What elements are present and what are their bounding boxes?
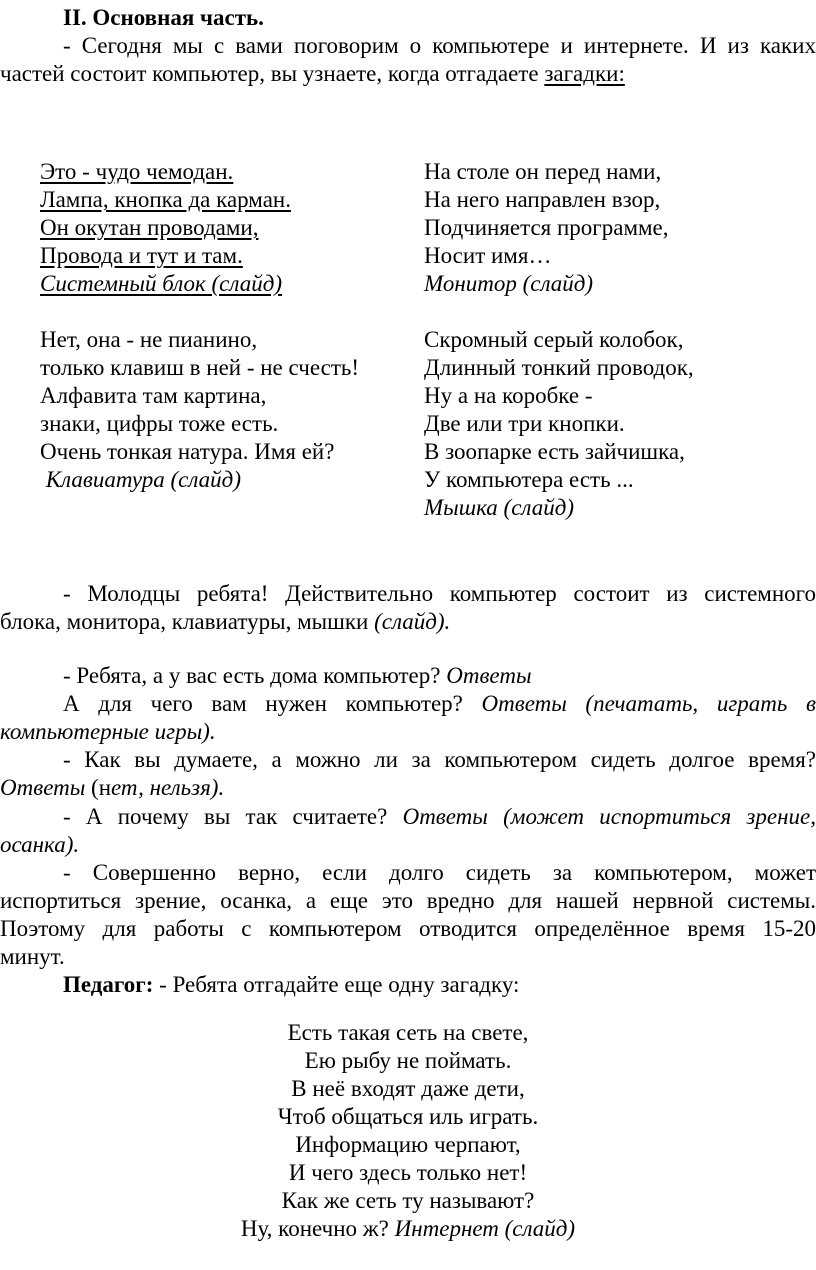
riddle-monitor-line: На столе он перед нами,: [424, 159, 662, 184]
riddle-mouse-line: У компьютера есть ...: [424, 467, 634, 492]
riddle-mouse-line: Ну а на коробке -: [424, 383, 593, 408]
teacher-text: - Ребята отгадайте еще одну загадку:: [153, 972, 520, 997]
explanation-line-3: Поэтому для работы с компьютером отводится определённое время 15-20: [0, 916, 816, 941]
question-4-answer: Ответы (может испортиться зрение,: [402, 804, 816, 829]
riddle-keyboard-answer: Клавиатура (слайд): [40, 467, 241, 492]
riddle-system-line: Лампа, кнопка да карман.: [40, 187, 291, 212]
riddle-mouse-line: Скромный серый колобок,: [424, 327, 684, 352]
internet-riddle-last-line: [0, 1215, 816, 1242]
riddle-keyboard-line: Нет, она - не пианино,: [40, 327, 258, 352]
riddle-monitor-answer: Монитор (слайд): [424, 271, 594, 296]
praise-line-1: - Молодцы ребята! Действительно компьютер состоит из системного: [63, 581, 816, 606]
riddle-mouse-line: Две или три кнопки.: [424, 411, 625, 436]
teacher-line: [63, 971, 519, 998]
internet-riddle-line: Ею рыбу не поймать.: [304, 1048, 512, 1073]
question-2-text: А для чего вам нужен компьютер?: [63, 691, 482, 716]
praise-line-2: [0, 608, 450, 635]
praise-slide-note: (слайд).: [374, 609, 451, 634]
explanation-line-4: минут.: [0, 944, 65, 969]
question-1-text: - Ребята, а у вас есть дома компьютер?: [63, 663, 447, 688]
riddle-mouse-line: Длинный тонкий проводок,: [424, 355, 694, 380]
question-4-text: - А почему вы так считаете?: [63, 804, 403, 829]
riddle-system-line: Провода и тут и там.: [40, 243, 243, 268]
internet-riddle-line: В неё входят даже дети,: [291, 1076, 525, 1101]
explanation-line-1: - Совершенно верно, если долго сидеть за компьютером, может: [63, 860, 816, 885]
question-4-line-2: осанка).: [0, 832, 80, 857]
internet-riddle-line: Чтоб общаться иль играть.: [277, 1104, 539, 1129]
internet-riddle-line: Есть такая сеть на свете,: [287, 1020, 529, 1045]
riddle-system-line: Он окутан проводами,: [40, 215, 259, 240]
riddle-mouse-answer: Мышка (слайд): [424, 495, 575, 520]
riddle-keyboard-line: Алфавита там картина,: [40, 383, 267, 408]
riddle-monitor-line: Носит имя…: [424, 243, 552, 268]
question-2-line-2: компьютерные игры).: [0, 719, 216, 744]
question-1: [63, 662, 532, 689]
internet-riddle-line: Как же сеть ту называют?: [281, 1188, 535, 1213]
intro-line-2-text: частей состоит компьютер, вы узнаете, когда отгадаете: [0, 61, 545, 86]
question-3-answers-label: Ответы: [0, 775, 86, 800]
riddle-mouse-line: В зоопарке есть зайчишка,: [424, 439, 685, 464]
section-title: II. Основная часть.: [63, 5, 264, 30]
internet-riddle-line: Информацию черпают,: [295, 1132, 521, 1157]
intro-line-1: - Сегодня мы с вами поговорим о компьютере и интернете. И из каких: [63, 33, 816, 58]
riddle-system-line: Это - чудо чемодан.: [40, 159, 234, 184]
question-3-line-2: [0, 774, 224, 801]
riddle-monitor-line: На него направлен взор,: [424, 187, 661, 212]
question-3-line-1: - Как вы думаете, а можно ли за компьютером сидеть долгое время?: [63, 747, 816, 772]
riddle-keyboard-line: Очень тонкая натура. Имя ей?: [40, 439, 335, 464]
riddle-system-answer: Системный блок (слайд): [40, 271, 282, 296]
internet-riddle-question: Ну, конечно ж?: [240, 1216, 395, 1241]
question-1-answer: Ответы: [446, 663, 532, 688]
question-3-answer-mid: (н: [85, 775, 112, 800]
intro-line-2: [0, 60, 625, 87]
question-2-line-1: [63, 690, 816, 717]
explanation-line-2: испортиться зрение, осанка, а еще это вредно для нашей нервной системы.: [0, 888, 816, 913]
riddle-keyboard-line: только клавиш в ней - не счесть!: [40, 355, 360, 380]
riddles-link: загадки:: [544, 61, 625, 86]
question-2-answer: Ответы (печатать, играть в: [481, 691, 816, 716]
internet-riddle-line: И чего здесь только нет!: [288, 1160, 528, 1185]
riddle-keyboard-line: знаки, цифры тоже есть.: [40, 411, 279, 436]
teacher-label: Педагог:: [63, 972, 154, 997]
question-3-answer-end: ет, нельзя).: [111, 775, 225, 800]
praise-line-2-text: блока, монитора, клавиатуры, мышки: [0, 609, 375, 634]
riddle-monitor-line: Подчиняется программе,: [424, 215, 669, 240]
question-4-line-1: [63, 803, 816, 830]
internet-riddle-answer: Интернет (слайд): [394, 1216, 576, 1241]
